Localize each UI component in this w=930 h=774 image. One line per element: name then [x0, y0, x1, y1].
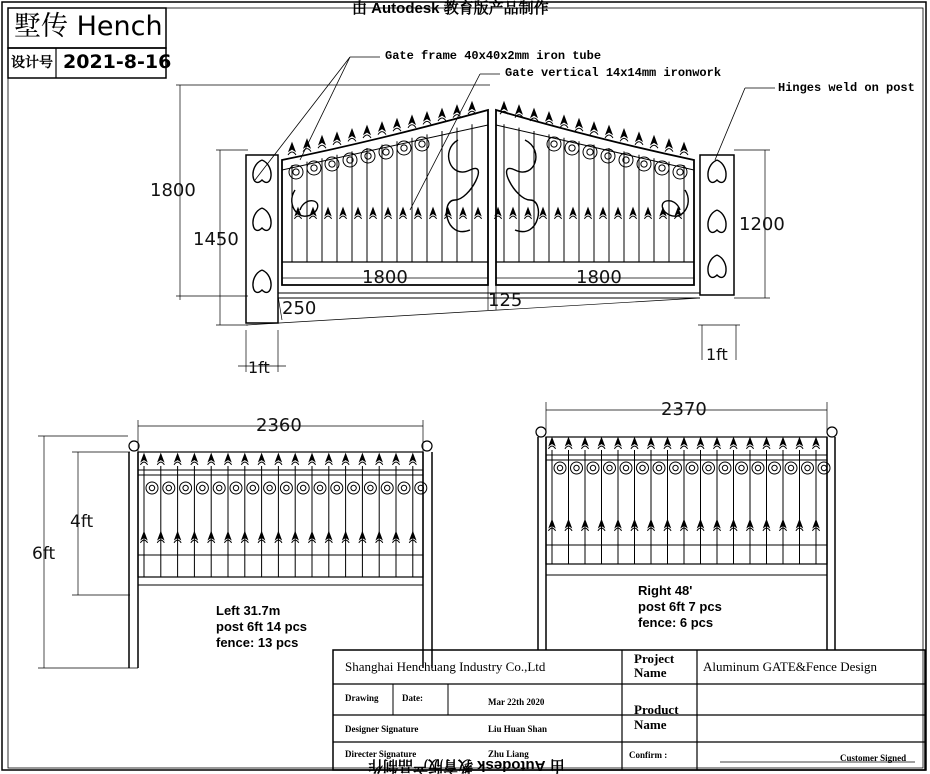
- spear-finial: [326, 454, 331, 461]
- spear-collar: [524, 216, 531, 219]
- spear-collar: [429, 216, 436, 219]
- spear-finial: [409, 116, 415, 124]
- scroll-ring-inner: [574, 465, 579, 470]
- spear-collar: [288, 152, 296, 155]
- spear-collar: [665, 149, 673, 152]
- tb-date-label: Date:: [402, 693, 423, 703]
- tb-director-value: Zhu Liang: [488, 749, 529, 759]
- spear-finial: [585, 208, 590, 215]
- scroll-ring: [802, 462, 814, 474]
- scroll-ring-inner: [293, 169, 299, 175]
- spear-collar: [378, 132, 386, 135]
- spear-collar: [275, 462, 282, 465]
- spear-finial: [141, 454, 146, 461]
- dim-post-right: 1ft: [706, 345, 728, 364]
- scroll-ring-inner: [722, 465, 727, 470]
- scroll-ring-inner: [250, 485, 255, 490]
- spear-finial: [439, 109, 445, 117]
- right-fence-note-1: Right 48': [638, 583, 693, 598]
- post-scroll: [253, 208, 271, 230]
- dim-height-1450: 1450: [193, 229, 239, 250]
- scroll-ring-inner: [401, 145, 407, 151]
- scroll-ring-inner: [368, 485, 373, 490]
- spear-finial: [561, 116, 567, 124]
- spear-collar: [459, 216, 466, 219]
- scroll-ring-inner: [385, 485, 390, 490]
- spear-collar: [581, 446, 588, 449]
- left-fence-note-3: fence: 13 pcs: [216, 635, 299, 650]
- spear-finial: [606, 126, 612, 134]
- spear-finial: [501, 102, 507, 110]
- scroll-ring: [163, 482, 175, 494]
- dim-height-1800: 1800: [150, 180, 196, 201]
- scroll-ring: [230, 482, 242, 494]
- spear-collar: [713, 446, 720, 449]
- spear-collar: [763, 446, 770, 449]
- scroll-ring: [348, 482, 360, 494]
- scroll-ring: [637, 462, 649, 474]
- tb-date-value: Mar 22th 2020: [488, 697, 545, 707]
- spear-finial: [475, 208, 480, 215]
- spear-finial: [591, 123, 597, 131]
- scroll-ring: [703, 462, 715, 474]
- spear-collar: [629, 216, 636, 219]
- spear-collar: [224, 462, 231, 465]
- post-scroll: [708, 255, 726, 277]
- spear-finial: [424, 112, 430, 120]
- scroll-ring-inner: [267, 485, 272, 490]
- brand-title: 墅传 Hench: [14, 11, 163, 42]
- scroll-ring-inner: [284, 485, 289, 490]
- post-scroll: [708, 210, 726, 232]
- spear-finial: [325, 208, 330, 215]
- spear-collar: [548, 446, 555, 449]
- spear-collar: [620, 138, 628, 141]
- spear-finial: [615, 208, 620, 215]
- spear-finial: [430, 208, 435, 215]
- spear-collar: [393, 128, 401, 131]
- watermark-top: 由 Autodesk 教育版产品制作: [352, 0, 549, 17]
- spear-finial: [469, 102, 475, 110]
- spear-finial: [555, 208, 560, 215]
- scroll-ring: [565, 141, 579, 155]
- scroll-ring-inner: [641, 161, 647, 167]
- scroll-ring: [769, 462, 781, 474]
- spear-collar: [680, 152, 688, 155]
- spear-collar: [539, 216, 546, 219]
- scroll-ring: [146, 482, 158, 494]
- right-gate-post: [700, 155, 734, 295]
- scroll-ring: [785, 462, 797, 474]
- scroll-ring-inner: [334, 485, 339, 490]
- spear-finial: [355, 208, 360, 215]
- spear-finial: [648, 438, 653, 445]
- spear-collar: [292, 462, 299, 465]
- scroll-ring-inner: [673, 465, 678, 470]
- scroll-ring: [686, 462, 698, 474]
- spear-finial: [621, 129, 627, 137]
- scroll-ring-inner: [317, 485, 322, 490]
- left-fence-note-1: Left 31.7m: [216, 603, 281, 618]
- scroll-ring: [601, 149, 615, 163]
- spear-collar: [644, 216, 651, 219]
- right-gate-leaf-frame: [496, 110, 694, 288]
- spear-collar: [414, 216, 421, 219]
- scroll-ring-inner: [419, 141, 425, 147]
- dim-post-left: 1ft: [248, 358, 270, 377]
- spear-collar: [241, 462, 248, 465]
- scroll-ring-inner: [605, 153, 611, 159]
- spear-collar: [423, 121, 431, 124]
- spear-collar: [779, 446, 786, 449]
- left-fence-height-4ft: 4ft: [70, 512, 94, 532]
- spear-finial: [566, 438, 571, 445]
- callout-gate-frame: Gate frame 40x40x2mm iron tube: [385, 49, 602, 63]
- spear-collar: [569, 216, 576, 219]
- spear-collar: [342, 462, 349, 465]
- scroll-ring: [213, 482, 225, 494]
- spear-finial: [293, 454, 298, 461]
- scroll-ring-inner: [821, 465, 826, 470]
- spear-collar: [598, 446, 605, 449]
- spear-collar: [584, 216, 591, 219]
- spear-collar: [647, 446, 654, 449]
- spear-collar: [408, 125, 416, 128]
- scroll-ring-inner: [755, 465, 760, 470]
- spear-collar: [208, 462, 215, 465]
- spear-collar: [697, 446, 704, 449]
- tb-designer-value: Liu Huan Shan: [488, 724, 548, 734]
- spear-finial: [259, 454, 264, 461]
- scroll-ring: [719, 462, 731, 474]
- spear-collar: [339, 216, 346, 219]
- scroll-ring-inner: [149, 485, 154, 490]
- spear-finial: [192, 454, 197, 461]
- spear-finial: [334, 133, 340, 141]
- scroll-ring-inner: [640, 465, 645, 470]
- tb-project-value: Aluminum GATE&Fence Design: [703, 659, 878, 674]
- scroll-ring-inner: [365, 153, 371, 159]
- tb-director-label: Directer Signature: [345, 749, 417, 759]
- dim-leaf-right: 1800: [576, 267, 622, 288]
- spear-collar: [318, 145, 326, 148]
- tb-designer-label: Designer Signature: [345, 724, 419, 734]
- left-fence-panel: [138, 452, 423, 577]
- spear-finial: [698, 438, 703, 445]
- spear-finial: [747, 438, 752, 445]
- tb-confirm-label: Confirm :: [629, 750, 668, 760]
- tb-drawing-label: Drawing: [345, 693, 379, 703]
- spear-collar: [369, 216, 376, 219]
- scroll-ring-inner: [587, 149, 593, 155]
- design-no-value: 2021-8-16: [63, 51, 172, 73]
- spear-finial: [276, 454, 281, 461]
- scroll-ring-inner: [706, 465, 711, 470]
- spear-finial: [615, 438, 620, 445]
- spear-collar: [399, 216, 406, 219]
- spear-collar: [333, 142, 341, 145]
- spear-collar: [730, 446, 737, 449]
- spear-collar: [384, 216, 391, 219]
- spear-finial: [731, 438, 736, 445]
- scroll-ring: [264, 482, 276, 494]
- spear-collar: [664, 446, 671, 449]
- scroll-ring: [398, 482, 410, 494]
- scroll-ring-inner: [200, 485, 205, 490]
- scroll-ring-inner: [311, 165, 317, 171]
- spear-finial: [797, 438, 802, 445]
- spear-finial: [665, 438, 670, 445]
- spear-finial: [510, 208, 515, 215]
- left-fence-note-2: post 6ft 14 pcs: [216, 619, 308, 634]
- dim-height-1200: 1200: [739, 214, 785, 235]
- right-fence-note-2: post 6ft 7 pcs: [638, 599, 722, 614]
- spear-collar: [392, 462, 399, 465]
- scroll-ring-inner: [788, 465, 793, 470]
- scroll-ring-inner: [329, 161, 335, 167]
- spear-collar: [258, 462, 265, 465]
- post-scroll: [708, 160, 726, 182]
- spear-finial: [209, 454, 214, 461]
- spear-finial: [681, 438, 686, 445]
- spear-collar: [565, 446, 572, 449]
- spear-finial: [400, 208, 405, 215]
- spear-finial: [360, 454, 365, 461]
- spear-finial: [516, 106, 522, 114]
- scroll-ring-inner: [659, 165, 665, 171]
- spear-collar: [812, 446, 819, 449]
- spear-finial: [681, 143, 687, 151]
- spear-collar: [614, 216, 621, 219]
- spear-finial: [460, 208, 465, 215]
- spear-finial: [415, 208, 420, 215]
- spear-finial: [645, 208, 650, 215]
- scroll-ring: [196, 482, 208, 494]
- spear-finial: [370, 208, 375, 215]
- dim-gap-250: 250: [282, 298, 317, 319]
- scroll-ring-inner: [401, 485, 406, 490]
- scroll-ring-inner: [557, 465, 562, 470]
- scroll-ring: [280, 482, 292, 494]
- spear-collar: [746, 446, 753, 449]
- spear-finial: [600, 208, 605, 215]
- scroll-ring: [620, 462, 632, 474]
- spear-finial: [385, 208, 390, 215]
- scroll-ring-inner: [551, 141, 557, 147]
- spear-collar: [509, 216, 516, 219]
- post-scroll: [253, 270, 271, 292]
- scroll-ring: [752, 462, 764, 474]
- scroll-ring-inner: [217, 485, 222, 490]
- right-fence-width: 2370: [661, 399, 707, 420]
- dim-gap-125: 125: [488, 290, 523, 311]
- spear-collar: [796, 446, 803, 449]
- scroll-ring-inner: [569, 145, 575, 151]
- spear-collar: [363, 135, 371, 138]
- spear-finial: [525, 208, 530, 215]
- spear-finial: [410, 454, 415, 461]
- scroll-ring: [247, 482, 259, 494]
- scroll-ring-inner: [607, 465, 612, 470]
- dim-leaf-left: 1800: [362, 267, 408, 288]
- spear-finial: [393, 454, 398, 461]
- left-fence-width: 2360: [256, 415, 302, 436]
- tb-company: Shanghai Henchuang Industry Co.,Ltd: [345, 659, 546, 674]
- scroll-ring: [297, 482, 309, 494]
- scroll-ring: [364, 482, 376, 494]
- spear-collar: [680, 446, 687, 449]
- spear-finial: [813, 438, 818, 445]
- spear-finial: [576, 119, 582, 127]
- scroll-ring: [736, 462, 748, 474]
- spear-collar: [359, 462, 366, 465]
- scroll-ring: [571, 462, 583, 474]
- callout-hinges: Hinges weld on post: [778, 81, 915, 95]
- spear-collar: [309, 216, 316, 219]
- spear-finial: [319, 136, 325, 144]
- tb-product-label: Product Name: [634, 702, 679, 732]
- spear-collar: [348, 138, 356, 141]
- scroll-ring: [818, 462, 830, 474]
- scroll-ring-inner: [383, 149, 389, 155]
- spear-collar: [605, 135, 613, 138]
- spear-collar: [409, 462, 416, 465]
- scroll-ring: [381, 482, 393, 494]
- spear-finial: [599, 438, 604, 445]
- spear-finial: [242, 454, 247, 461]
- tb-customer-label: Customer Signed: [840, 753, 907, 763]
- scroll-ring-inner: [677, 169, 683, 175]
- spear-finial: [454, 106, 460, 114]
- spear-collar: [294, 216, 301, 219]
- spear-finial: [636, 133, 642, 141]
- spear-finial: [175, 454, 180, 461]
- scroll-ring-inner: [739, 465, 744, 470]
- scroll-ring-inner: [233, 485, 238, 490]
- scroll-ring-inner: [623, 465, 628, 470]
- watermark-bottom: 由 Autodesk 教育版产品制作: [368, 757, 565, 774]
- spear-finial: [377, 454, 382, 461]
- spear-finial: [582, 438, 587, 445]
- spear-finial: [714, 438, 719, 445]
- spear-collar: [474, 216, 481, 219]
- scroll-ring: [583, 145, 597, 159]
- left-fence-height-6ft: 6ft: [32, 544, 56, 564]
- callout-gate-vertical: Gate vertical 14x14mm ironwork: [505, 66, 722, 80]
- spear-collar: [325, 462, 332, 465]
- spear-finial: [570, 208, 575, 215]
- scroll-ring: [587, 462, 599, 474]
- spear-collar: [599, 216, 606, 219]
- spear-finial: [379, 123, 385, 131]
- spear-finial: [531, 109, 537, 117]
- scroll-ring: [554, 462, 566, 474]
- spear-finial: [546, 112, 552, 120]
- spear-collar: [157, 462, 164, 465]
- spear-finial: [225, 454, 230, 461]
- spear-collar: [376, 462, 383, 465]
- spear-collar: [614, 446, 621, 449]
- scroll-ring: [331, 482, 343, 494]
- scroll-ring-inner: [183, 485, 188, 490]
- scroll-ring: [670, 462, 682, 474]
- spear-finial: [549, 438, 554, 445]
- spear-collar: [140, 462, 147, 465]
- scroll-ring-inner: [166, 485, 171, 490]
- spear-finial: [289, 143, 295, 151]
- spear-finial: [651, 136, 657, 144]
- scroll-ring-inner: [772, 465, 777, 470]
- spear-collar: [174, 462, 181, 465]
- spear-collar: [590, 132, 598, 135]
- spear-finial: [764, 438, 769, 445]
- scroll-ring-inner: [805, 465, 810, 470]
- inner-border: [8, 8, 923, 768]
- spear-finial: [349, 129, 355, 137]
- scroll-ring: [619, 153, 633, 167]
- scroll-ring: [653, 462, 665, 474]
- spear-collar: [308, 462, 315, 465]
- spear-collar: [354, 216, 361, 219]
- spear-finial: [158, 454, 163, 461]
- scroll-ring-inner: [301, 485, 306, 490]
- spear-finial: [309, 454, 314, 461]
- spear-finial: [340, 208, 345, 215]
- spear-collar: [554, 216, 561, 219]
- spear-collar: [191, 462, 198, 465]
- scroll-ring: [604, 462, 616, 474]
- spear-collar: [438, 118, 446, 121]
- scroll-ring-inner: [590, 465, 595, 470]
- spear-finial: [540, 208, 545, 215]
- spear-finial: [632, 438, 637, 445]
- spear-collar: [659, 216, 666, 219]
- spear-finial: [343, 454, 348, 461]
- spear-collar: [324, 216, 331, 219]
- scroll-ring-inner: [689, 465, 694, 470]
- scroll-ring-inner: [656, 465, 661, 470]
- scroll-ring: [180, 482, 192, 494]
- spear-collar: [635, 142, 643, 145]
- spear-finial: [394, 119, 400, 127]
- spear-finial: [630, 208, 635, 215]
- scroll-ring: [415, 482, 427, 494]
- spear-finial: [364, 126, 370, 134]
- scroll-ring: [314, 482, 326, 494]
- spear-finial: [666, 140, 672, 148]
- right-fence-note-3: fence: 6 pcs: [638, 615, 714, 630]
- design-no-label: 设计号: [11, 54, 53, 70]
- spear-finial: [780, 438, 785, 445]
- spear-collar: [575, 128, 583, 131]
- tb-project-label: Project Name: [634, 651, 675, 680]
- spear-collar: [631, 446, 638, 449]
- scroll-ring-inner: [351, 485, 356, 490]
- spear-collar: [650, 145, 658, 148]
